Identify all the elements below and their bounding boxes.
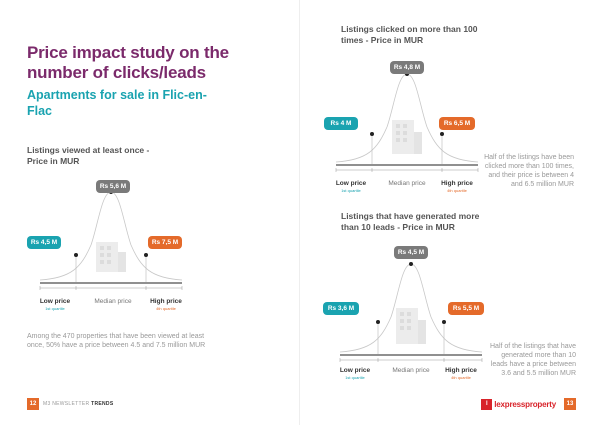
brand-mark-icon: l [481,399,492,410]
marker-high [442,320,446,324]
badge-low-price: Rs 4,5 M [27,236,61,249]
page-title: Price impact study on the number of clicks/leads [27,43,229,82]
badge-low-price: Rs 4 M [324,117,358,130]
label-high: High price 4th quartile [150,298,182,311]
page-number-left: 12 [27,398,39,410]
label-low: Low price 1st quartile [339,367,371,380]
section-heading-leads: Listings that have generated more than 10 leads - Price in MUR [341,211,480,232]
badge-median-price: Rs 4,5 M [394,246,428,259]
right-page [300,0,600,425]
description-leads: Half of the listings that have generated more than 10 leads have a price between 3.6 and 5.5 million MUR [490,343,576,377]
building-icon [392,120,422,154]
badge-high-price: Rs 5,5 M [448,302,484,315]
page-number-right: 13 [564,398,576,410]
section-heading-clicked: Listings clicked on more than 100 times - Price in MUR [341,24,478,45]
brand-logo [481,398,556,410]
label-median: Median price [388,180,426,187]
marker-low [370,132,374,136]
label-low: Low price 1st quartile [335,180,367,193]
label-high: High price 4th quartile [445,367,477,380]
label-median: Median price [392,367,430,374]
badge-high-price: Rs 7,5 M [148,236,182,249]
marker-low [74,253,78,257]
label-low: Low price 1st quartile [39,298,71,311]
badge-low-price: Rs 3,6 M [323,302,359,315]
description-viewed: Among the 470 properties that have been viewed at least once, 50% have a price between 4.5 and 7.5 million MUR [27,333,206,349]
brand-name: lexpressproperty [494,399,556,409]
badge-median-price: Rs 4,8 M [390,61,424,74]
building-icon [96,242,126,272]
label-high: High price 4th quartile [441,180,473,193]
description-clicked: Half of the listings have been clicked more than 100 times, and their price is between 4 and 6.5 million MUR [484,154,574,188]
marker-low [376,320,380,324]
marker-high [440,132,444,136]
marker-median [409,262,413,266]
section-heading-viewed: Listings viewed at least once - Price in MUR [27,145,150,166]
building-icon [396,308,426,344]
marker-high [144,253,148,257]
newsletter-label: M3 NEWSLETTER TRENDS [43,401,114,407]
page-subtitle: Apartments for sale in Flic-en-Flac [27,88,207,118]
label-median: Median price [94,298,132,305]
badge-median-price: Rs 5,6 M [96,180,130,193]
badge-high-price: Rs 6,5 M [439,117,475,130]
